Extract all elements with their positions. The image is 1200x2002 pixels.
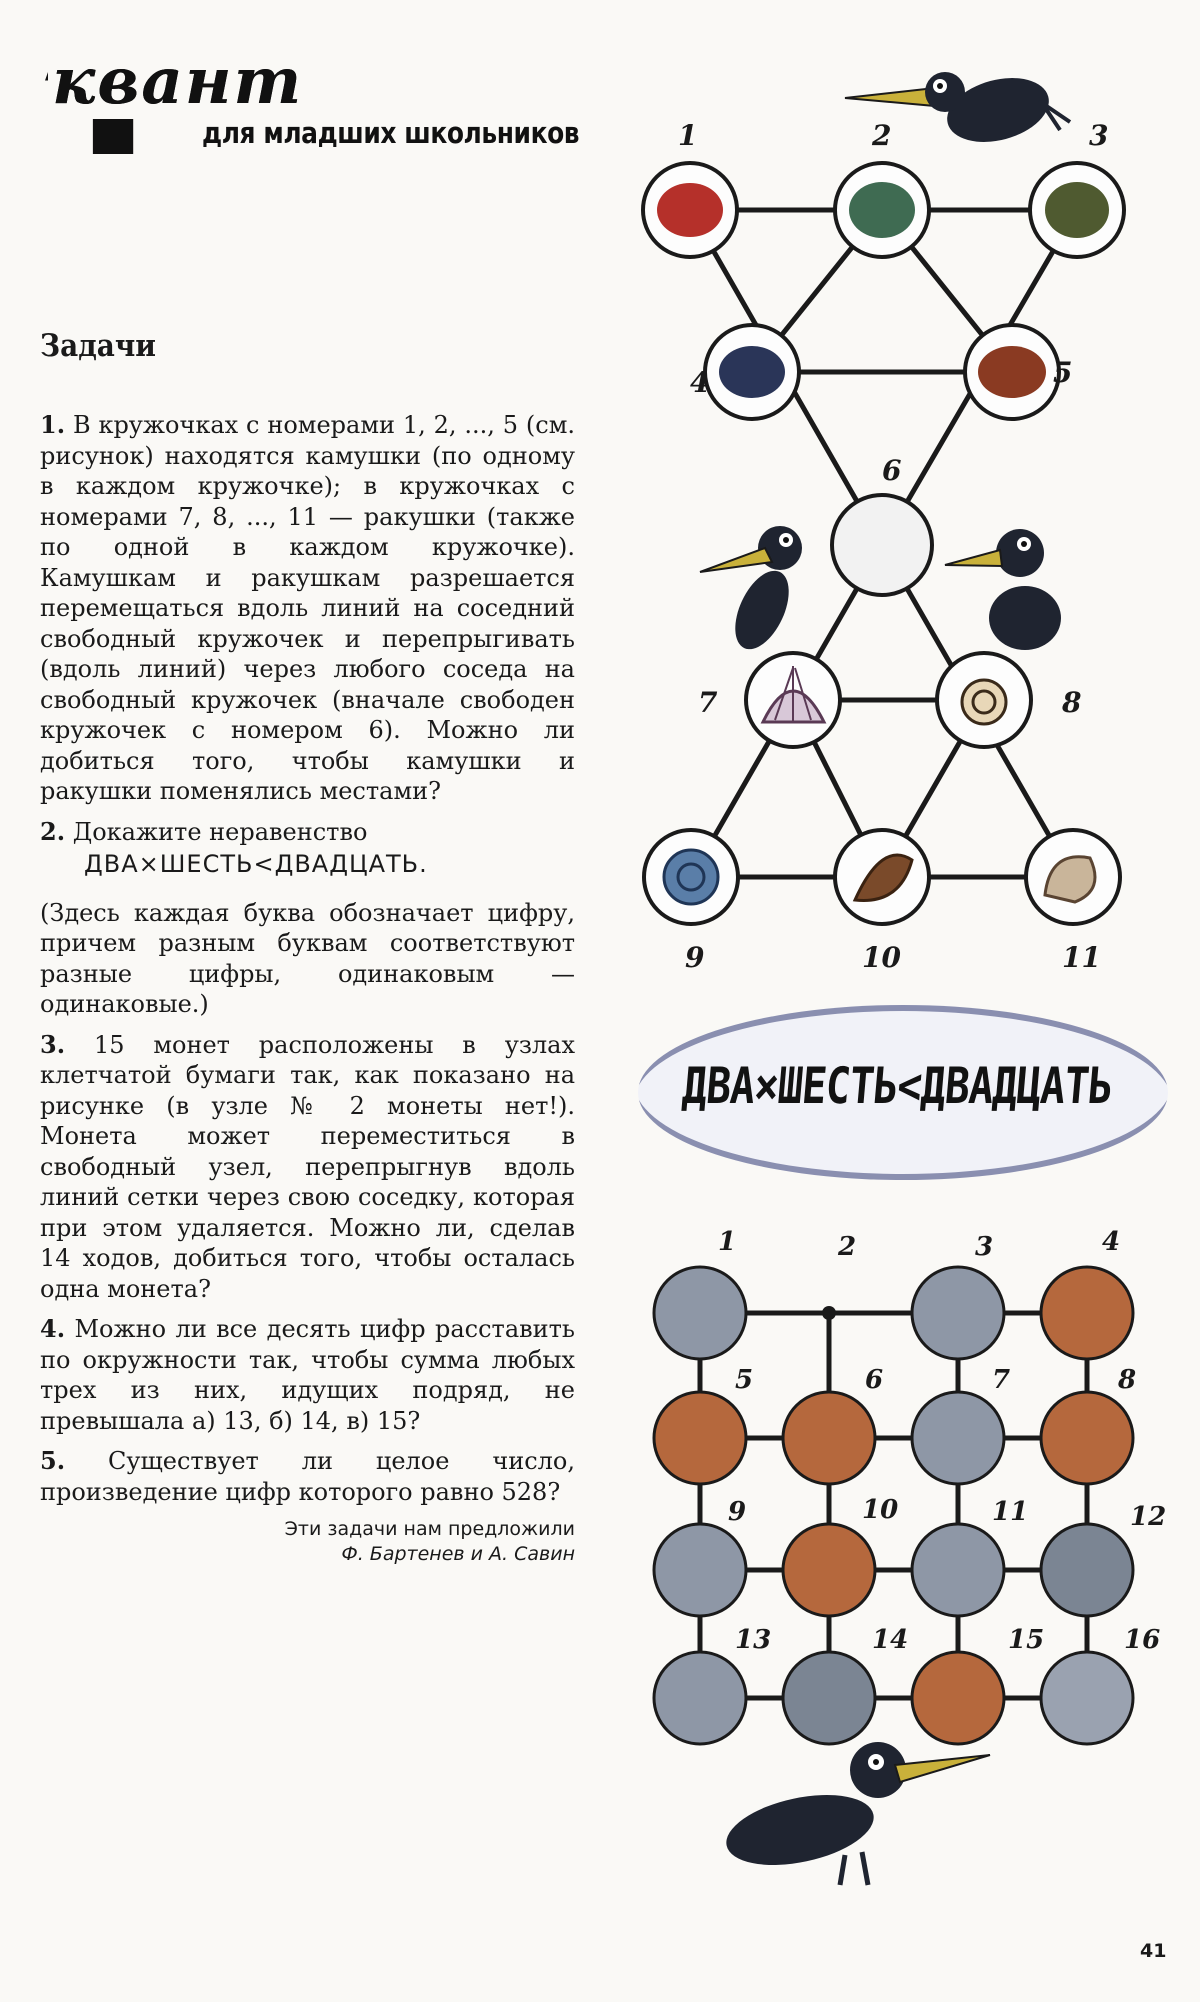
problem-5: 5. Существует ли целое число, произведение цифр которого равно 528? <box>40 1446 575 1506</box>
coin <box>912 1652 1004 1744</box>
fig2-label: 14 <box>872 1625 909 1655</box>
coin <box>654 1524 746 1616</box>
coin <box>1041 1524 1133 1616</box>
fig1-label: 2 <box>872 119 892 152</box>
coin <box>783 1524 875 1616</box>
fig1-label: 10 <box>862 941 901 974</box>
problem-2-note: (Здесь каждая буква обозначает цифру, причем разным буквам соответствуют разные цифры, одинаковым — одинаковые.) <box>40 898 575 1018</box>
fig1-label: 4 <box>690 366 710 399</box>
credit-line: Эти задачи нам предложили <box>284 1518 575 1540</box>
fig1-label: 11 <box>1062 941 1101 974</box>
problem-4: 4. Можно ли все десять цифр расставить по окружности так, чтобы сумма любых трех из них, идущих подряд, не превышала а) 13, б) 14, в) 15? <box>40 1314 575 1435</box>
fig2-label: 3 <box>975 1232 994 1262</box>
fig2-label: 4 <box>1102 1227 1121 1257</box>
coin <box>912 1267 1004 1359</box>
fig2-label: 11 <box>992 1497 1029 1527</box>
fig2-label: 9 <box>728 1497 747 1527</box>
fig2-label: 7 <box>992 1365 1011 1395</box>
fig2-label: 12 <box>1130 1502 1167 1532</box>
fig2-label: 6 <box>865 1365 884 1395</box>
credit-names: Ф. Бартенев и А. Савин <box>341 1543 575 1565</box>
logo-word: квант <box>48 50 307 114</box>
fig1-label: 6 <box>882 454 902 487</box>
fig1-label: 7 <box>698 686 718 719</box>
fig2-label: 10 <box>862 1495 899 1525</box>
problem-2: 2. Докажите неравенство <box>40 816 368 846</box>
coin <box>654 1392 746 1484</box>
fig2-label: 8 <box>1118 1365 1137 1395</box>
coin <box>654 1652 746 1744</box>
fig2-label: 1 <box>718 1227 737 1257</box>
problem-1: 1. В кружочках с номерами 1, 2, ..., 5 (см. рисунок) находятся камушки (по одному в каждом кружочке); в кружочках с номерами 7, 8, ..., 11 — ракушки (также по одной в каждом кружочке). Камушкам и ракушкам разрешается перемещаться вдоль линий на соседний свободный кружочек и перепрыгивать (вдоль линий) через любого соседа на свободный кружочек (вначале свободен кружочек с номером 6). Можно ли добиться того, чтобы камушки и ракушки поменялись местами? <box>40 410 575 805</box>
fig1-label: 3 <box>1089 119 1109 152</box>
coin <box>1041 1652 1133 1744</box>
inequality: ДВА×ШЕСТЬ<ДВАДЦАТЬ. <box>84 850 428 878</box>
fig1-label: 9 <box>685 941 705 974</box>
fig2-label: 13 <box>735 1625 772 1655</box>
banner-text: ДВА×ШЕСТЬ<ДВАДЦАТЬ <box>680 1057 1115 1115</box>
empty-node <box>822 1306 836 1320</box>
fig2-label: 16 <box>1124 1625 1161 1655</box>
coin <box>783 1652 875 1744</box>
fig2-label: 2 <box>838 1232 857 1262</box>
logo-subtitle: для младших школьников <box>202 116 580 150</box>
coin <box>912 1392 1004 1484</box>
fig2-label: 15 <box>1008 1625 1045 1655</box>
coin <box>912 1524 1004 1616</box>
coin <box>1041 1392 1133 1484</box>
fig1-label: 5 <box>1053 356 1073 389</box>
coin <box>654 1267 746 1359</box>
problem-3: 3. 15 монет расположены в узлах клетчатой бумаги так, как показано на рисунке (в узле № 2 монеты нет!). Монета может переместиться в свободный узел, перепрыгнув вдоль линий сетки через свою соседку, которая при этом удаляется. Можно ли, сделав 14 ходов, добиться того, чтобы осталась одна монета? <box>40 1029 575 1303</box>
fig1-label: 8 <box>1062 686 1082 719</box>
coin <box>783 1392 875 1484</box>
section-title: Задачи <box>40 328 156 364</box>
coin <box>1041 1267 1133 1359</box>
crow-bottom-icon <box>720 1742 990 1885</box>
fig1-label: 1 <box>678 119 698 152</box>
page-number: 41 <box>1140 1940 1167 1962</box>
fig2-label: 5 <box>735 1365 754 1395</box>
